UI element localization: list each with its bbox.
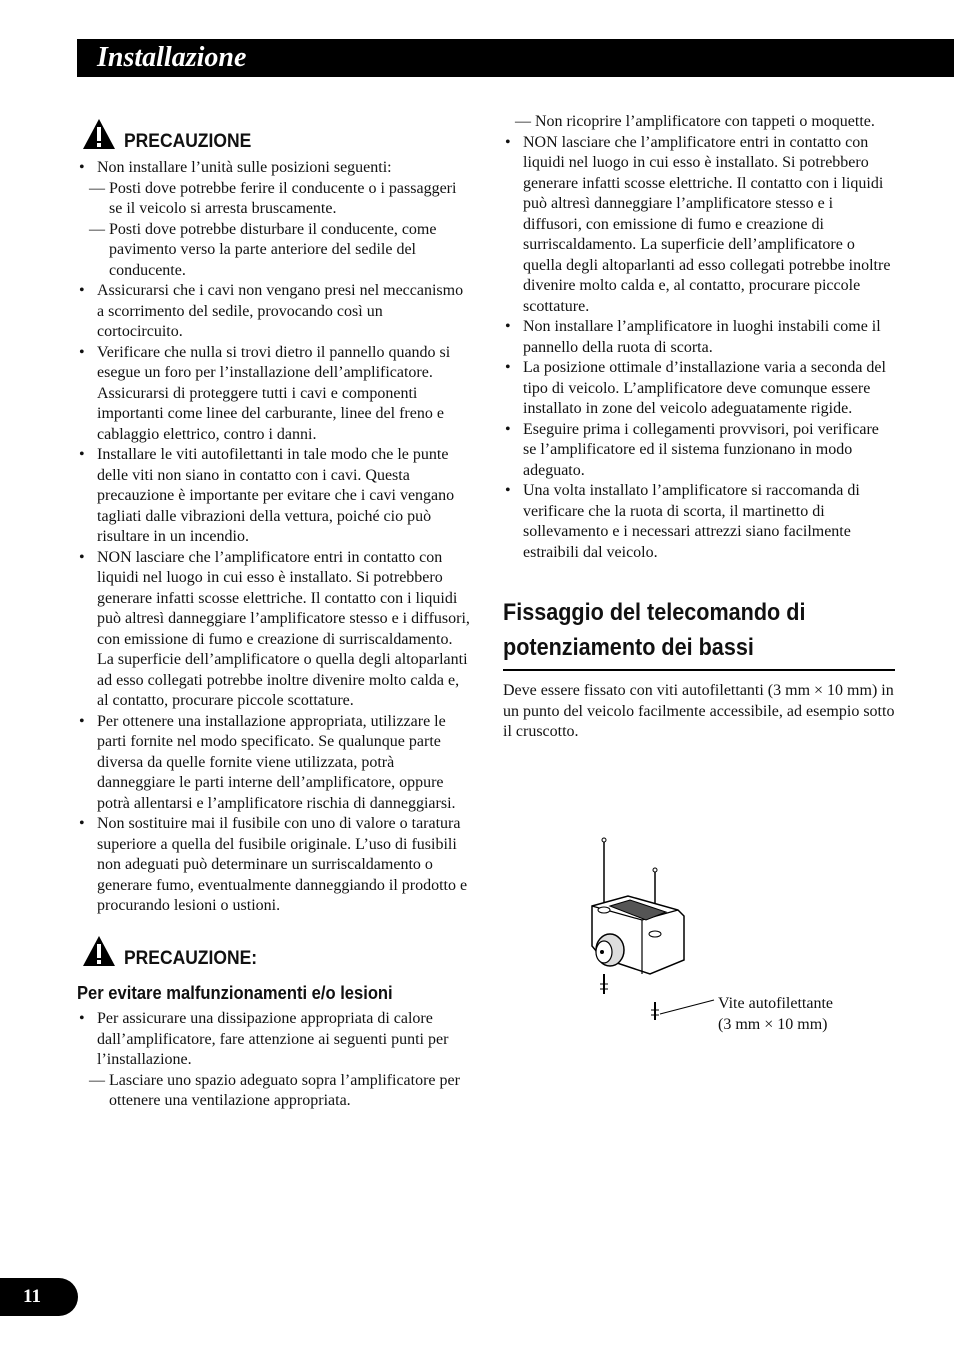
- bullet-text: Una volta installato l’amplificatore si raccomanda di verificare che la ruota di scorta, il martinetto di sollevamento e i necessari attrezzi siano facilmente estraibili dal veicolo.: [523, 482, 860, 561]
- right-column: [503, 112, 895, 743]
- continued-sub-list: [503, 112, 895, 133]
- bullet-text: NON lasciare che l’amplificatore entri in contatto con liquidi nel luogo in cui esso è installato. Si potrebbero generare infatti scosse elettriche. Il contatto con i liquidi può altresì danneggiare l’amplificatore stesso e i diffusori, con emissione di fumo e creazione di surriscaldamento. La superficie dell’amplificatore o quella degli altoparlanti ad esso collegati potrebbe inoltre divenire molto calda e, al contatto, procurare piccole scottature.: [523, 133, 891, 315]
- sub-item: — Non ricoprire l’amplificatore con tappeti o moquette.: [515, 113, 875, 130]
- caution-list-2: [77, 1009, 472, 1112]
- bullet-item: [77, 712, 472, 815]
- page-number: 11: [0, 1278, 78, 1316]
- bullet-item: [503, 317, 895, 358]
- bullet-text: Assicurarsi che i cavi non vengano presi nel meccanismo a scorrimento del sedile, provocando così un cortocircuito.: [97, 282, 464, 340]
- figure-label: [718, 993, 833, 1035]
- bullet-item: [503, 133, 895, 318]
- sub-list: [77, 179, 472, 282]
- bullet-item: [77, 343, 472, 446]
- bullet-item: [77, 814, 472, 917]
- caution-label-2: PRECAUZIONE:: [124, 947, 258, 969]
- bullet-item: [503, 481, 895, 563]
- bullet-item: [77, 281, 472, 343]
- bullet-text: Eseguire prima i collegamenti provvisori, poi verificare se l’amplificatore ed il sistema funzionano in modo adeguato.: [523, 420, 879, 479]
- bullet-text: Non sostituire mai il fusibile con uno di valore o taratura superiore a quella del fusibile originale. L’uso di fusibili non adeguati può determinare un surriscaldamento o generare fumo, eventualmente danneggiando il prodotto e procurando lesioni o ustioni.: [97, 815, 468, 914]
- sub-item: — Posti dove potrebbe disturbare il conducente, come pavimento verso la parte anteriore del sedile del conducente.: [89, 220, 437, 279]
- sub-list: [77, 1071, 472, 1112]
- left-column: [77, 118, 472, 1112]
- caution-subheading: Per evitare malfunzionamenti e/o lesioni: [77, 982, 393, 1003]
- bullet-text: Verificare che nulla si trovi dietro il pannello quando si esegue un foro per l’installazione dell’amplificatore. Assicurarsi di proteggere tutti i cavi e componenti importanti come linee del carburante, linee del freno e cablaggio elettrico, contro i danni.: [97, 343, 451, 443]
- sub-item: — Lasciare uno spazio adeguato sopra l’amplificatore per ottenere una ventilazione appropriata.: [89, 1071, 460, 1109]
- bullet-text: La posizione ottimale d’installazione varia a seconda del tipo di veicolo. L’amplificatore deve comunque essere installato in zone del veicolo adeguatamente rigide.: [523, 359, 886, 417]
- warning-icon: [82, 118, 116, 150]
- bullet-item: [503, 358, 895, 420]
- sub-item: — Posti dove potrebbe ferire il conducente o i passaggeri se il veicolo si arresta bruscamente.: [89, 179, 457, 217]
- bullet-text: Per ottenere una installazione appropriata, utilizzare le parti fornite nel modo specificato. Se qualunque parte diversa da quelle fornite viene utilizzata, potrà danneggiare le parti interne dell’amplificatore, oppure potrà allentarsi e l’amplificatore rischia di danneggiarsi.: [97, 712, 456, 812]
- bullet-text: NON lasciare che l’amplificatore entri in contatto con liquidi nel luogo in cui esso è installato. Si potrebbero generare infatti scosse elettriche. Il contatto con i liquidi può altresì danneggiare l’amplificatore stesso e i diffusori, con emissione di fumo e creazione di surriscaldamento. La superficie dell’amplificatore o quella degli altoparlanti ad esso collegati potrebbe inoltre divenire molto calda e, al contatto, procurare piccole scottature.: [97, 548, 470, 709]
- page-title: Installazione: [97, 42, 247, 73]
- section-title-line-2: potenziamento dei bassi: [503, 634, 754, 661]
- caution-list-continued: [503, 133, 895, 564]
- bullet-item: [77, 445, 472, 548]
- header-bar: [77, 39, 954, 77]
- bullet-text: Per assicurare una dissipazione appropriata di calore dall’amplificatore, fare attenzione ai seguenti punti per l’installazione.: [97, 1010, 449, 1068]
- caution-heading-2: [77, 935, 472, 975]
- caution-list: [77, 158, 472, 917]
- section-title: [503, 595, 895, 671]
- bullet-item: [77, 1009, 472, 1112]
- figure-label-line-2: (3 mm × 10 mm): [718, 1016, 828, 1033]
- bullet-text: Non installare l’amplificatore in luoghi instabili come il pannello della ruota di scorta.: [523, 318, 881, 356]
- figure-label-line-1: Vite autofilettante: [718, 995, 833, 1012]
- bullet-item: [503, 420, 895, 482]
- caution-heading: [77, 118, 472, 158]
- bullet-item: [77, 548, 472, 712]
- bullet-item: [77, 158, 472, 281]
- bullet-text: Installare le viti autofilettanti in tale modo che le punte delle viti non siano in contatto con i cavi. Questa precauzione è importante per evitare che i cavi vengano tagliati dalle vibrazioni della vettura, poiché cio può risultare in un incendio.: [97, 446, 455, 545]
- section-title-line-1: Fissaggio del telecomando di: [503, 599, 806, 626]
- section-body: Deve essere fissato con viti autofilettanti (3 mm × 10 mm) in un punto del veicolo facilmente accessibile, ad esempio sotto il cruscotto.: [503, 682, 895, 740]
- caution-label: PRECAUZIONE: [124, 131, 252, 152]
- warning-icon: [82, 935, 116, 967]
- bullet-text: Non installare l’unità sulle posizioni seguenti:: [97, 159, 392, 176]
